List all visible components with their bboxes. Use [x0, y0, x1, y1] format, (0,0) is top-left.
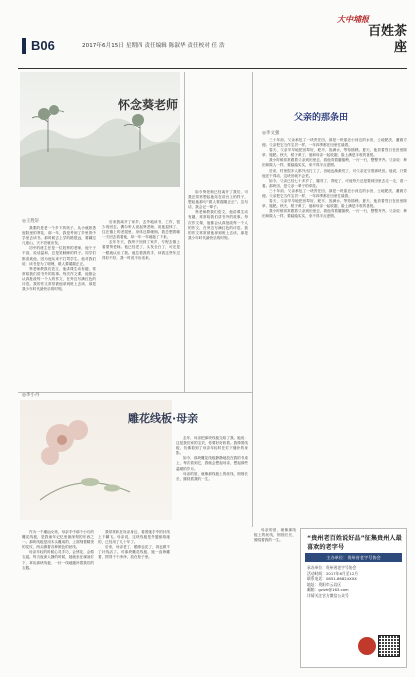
paragraph: 如今葵老师已经离开了我们，可我还常常想起他站在讲台上的样子，想起他那句“做人要端端正正”。这句话，我会记一辈子。 [188, 190, 248, 210]
paragraph: 作为一个潮汕女孩，母亲手中那个小巧的雕花线板，是我童年记忆里最深刻的东西之一。那块线板是用木头雕成的，上面刻着精美的花纹，两头缠着各种颜色的丝线。 [22, 530, 94, 550]
paragraph: 母亲的爱，就像那线板上的丝线，细细长长，缠绕着我的一生。 [254, 528, 296, 543]
issue-meta: 2017年6月15日 星期四 责任编辑 陈淑华 责任校对 任 浩 [82, 43, 225, 49]
qr-code-icon [378, 635, 400, 657]
ad-banner: 主办单位：贵州省老字号协会 [305, 553, 402, 562]
paragraph: 母亲的爱，就像那线板上的丝线，细细长长，缠绕着我的一生。 [176, 471, 248, 481]
paragraph: 母亲年轻的时候心灵手巧，会绣花、会做衣裳。每当夜深人静的时候，她就坐在煤油灯下，拿出那块线板，一针一线地缝补着我们的衣服。 [22, 550, 94, 570]
article-body-a1-col2 [102, 220, 180, 386]
article-body-a3-col2 [98, 530, 170, 670]
article-title-a1: 怀念葵老师 [118, 98, 179, 112]
column-divider [184, 72, 185, 392]
ad-details [307, 565, 401, 599]
paragraph: 后来，母亲老了，眼睛也花了，再也做不了针线活了。可那块雕花线板，她一直珍藏着，擦得干干净净，放在柜子里。 [98, 545, 170, 560]
paragraph: 葵老师教我们语文，他讲课生动有趣，常常给我们讲书外的故事。每次作文课，他都会认真批改每一个人的作文，在旁边写满红色的评语。我的作文常常被他拿到班上去读，那是我少年时代最快乐的时刻。 [188, 210, 248, 240]
article-byline-a2: ◎李文强 [262, 131, 280, 136]
paragraph: 后来我离开了家乡，去外地读书、工作，很少再回去。偶尔听人说起葵老师，说他退休了，住在镇上的老屋里，身体还算硬朗。我总想着哪一天回去看看他，却一年一年地拖了下来。 [102, 220, 180, 240]
landscape-illustration [20, 72, 180, 187]
article-body-a1-col1 [22, 226, 96, 386]
article-title-a2: 父亲的那条田 [294, 113, 349, 123]
article-title-a3: 雕花线板·母亲 [128, 412, 199, 425]
paragraph: 春天，父亲早早地把田犁好，耙平，放满水，等待插秧。夏天，他顶着烈日在田里除草、施肥。秋天，稻子黄了，他和母亲一起收割，脸上满是丰收的喜悦。 [262, 148, 407, 158]
paragraph: 初中的班主任是一位姓葵的老师，他个子不高，说话温和，总是笑眯眯的样子。同学们都喜欢他，因为他从来不打骂学生。他对我们说：读书是为了明理，做人要端端正正。 [22, 246, 96, 266]
paragraph: 如今，那块雕花线板静静地放在我的书桌上，每次看到它，我就会想起母亲，想起那些温暖的岁月。 [176, 456, 248, 471]
newspaper-logo: 大中埔报 [337, 14, 369, 24]
header-divider [18, 68, 407, 69]
page-code: B06 [22, 38, 55, 54]
article-body-a3-col3 [176, 436, 248, 670]
paragraph: 后来，村里很多人都外出打工了，田地也渐渐荒了，可父亲还守着那块田。他说，只要他还干得动，这块田就不会荒。 [262, 168, 407, 178]
article-byline-a3: ◎李小丹 [22, 393, 40, 398]
paragraph: 我常常趴在母亲身边，看着她手中的针线上下翻飞。母亲说，这块线板是外婆留给她的，已经用了几十年了。 [98, 530, 170, 545]
section-divider [18, 392, 252, 393]
advertisement-box [300, 528, 407, 668]
paragraph: 如今，父亲已经七十多岁了，腰弯了，背驼了，可他每天还是要到田里去走一走，看一看。那块田，是父亲一辈子的牵挂。 [262, 178, 407, 188]
article-body-a3-col1 [22, 530, 94, 670]
paragraph: 去年，母亲把那块线板交给了我。她说：这是我们家的宝贝，你要好好收着。我捧着线板，仿佛看到了母亲年轻时在灯下缝补的身影。 [176, 436, 248, 456]
article-body-a1-col3 [188, 190, 248, 386]
paragraph: 我小时候常常跟着父亲到田里去，看他弯着腰插秧，一行一行，整整齐齐。父亲说：种田和做人一样，要踏踏实实，来不得半点虚假。 [262, 209, 407, 219]
paragraph: 春天，父亲早早地把田犁好，耙平，放满水，等待插秧。夏天，他顶着烈日在田里除草、施肥。秋天，稻子黄了，他和母亲一起收割，脸上满是丰收的喜悦。 [262, 199, 407, 209]
ad-line: 邮箱：gzlzh@163.com [307, 587, 349, 593]
ad-line: 地址：贵阳市云岩区 [307, 581, 342, 587]
ad-line: 联系电话：0851-86824XXX [307, 576, 357, 582]
landscape-art [20, 72, 180, 187]
section-brand: 百姓茶座 [367, 24, 407, 55]
paragraph: 去年冬天，我终于回到了家乡，专程去镇上看望葵老师。他已经老了，头发全白了，可还是一眼就认出了我。他拉着我的手，问我这些年过得好不好，我一时说不出话来。 [102, 240, 180, 260]
article-body-a2 [262, 138, 407, 523]
article-body-a3-col4 [254, 528, 296, 670]
ad-title: “贵州老百姓说好品”征集贵州人最喜欢的老字号 [307, 535, 402, 551]
paragraph: 我小时候常常跟着父亲到田里去，看他弯着腰插秧，一行一行，整整齐齐。父亲说：种田和做人一样，要踏踏实实，来不得半点虚假。 [262, 158, 407, 168]
ad-logo-icon [358, 637, 376, 655]
paragraph: 三十年前，父亲承包了一块责任田，那是一块靠近小河边的水田，土地肥沃，灌溉方便。父亲把它当作宝贝一样，一年四季都在田里忙碌着。 [262, 138, 407, 148]
page-header [18, 6, 407, 68]
ad-line: 详情关注官方微信公众号 [307, 592, 349, 598]
ad-line: 活动时间：2017年6月至12月 [307, 570, 359, 576]
article-byline-a1: ◎王胜轩 [22, 219, 40, 224]
paragraph: 三十年前，父亲承包了一块责任田，那是一块靠近小河边的水田，土地肥沃，灌溉方便。父亲把它当作宝贝一样，一年四季都在田里忙碌着。 [262, 188, 407, 199]
ad-line: 承办单位：贵州省老字号协会 [307, 565, 357, 570]
column-divider [252, 72, 253, 527]
paragraph: 我要的是老一个乡下的孩子，从小就熟悉庭院里的葵花，那一年，我是考到了乡里的中学里去读书。那时候去上学的路很远，要翻过几座山，天不亮就出发。 [22, 226, 96, 246]
paragraph: 葵老师教我们语文，他讲课生动有趣，常常给我们讲书外的故事。每次作文课，他都会认真批改每一个人的作文，在旁边写满红色的评语。我的作文常常被他拿到班上去读，那是我少年时代最快乐的时刻。 [22, 266, 96, 292]
